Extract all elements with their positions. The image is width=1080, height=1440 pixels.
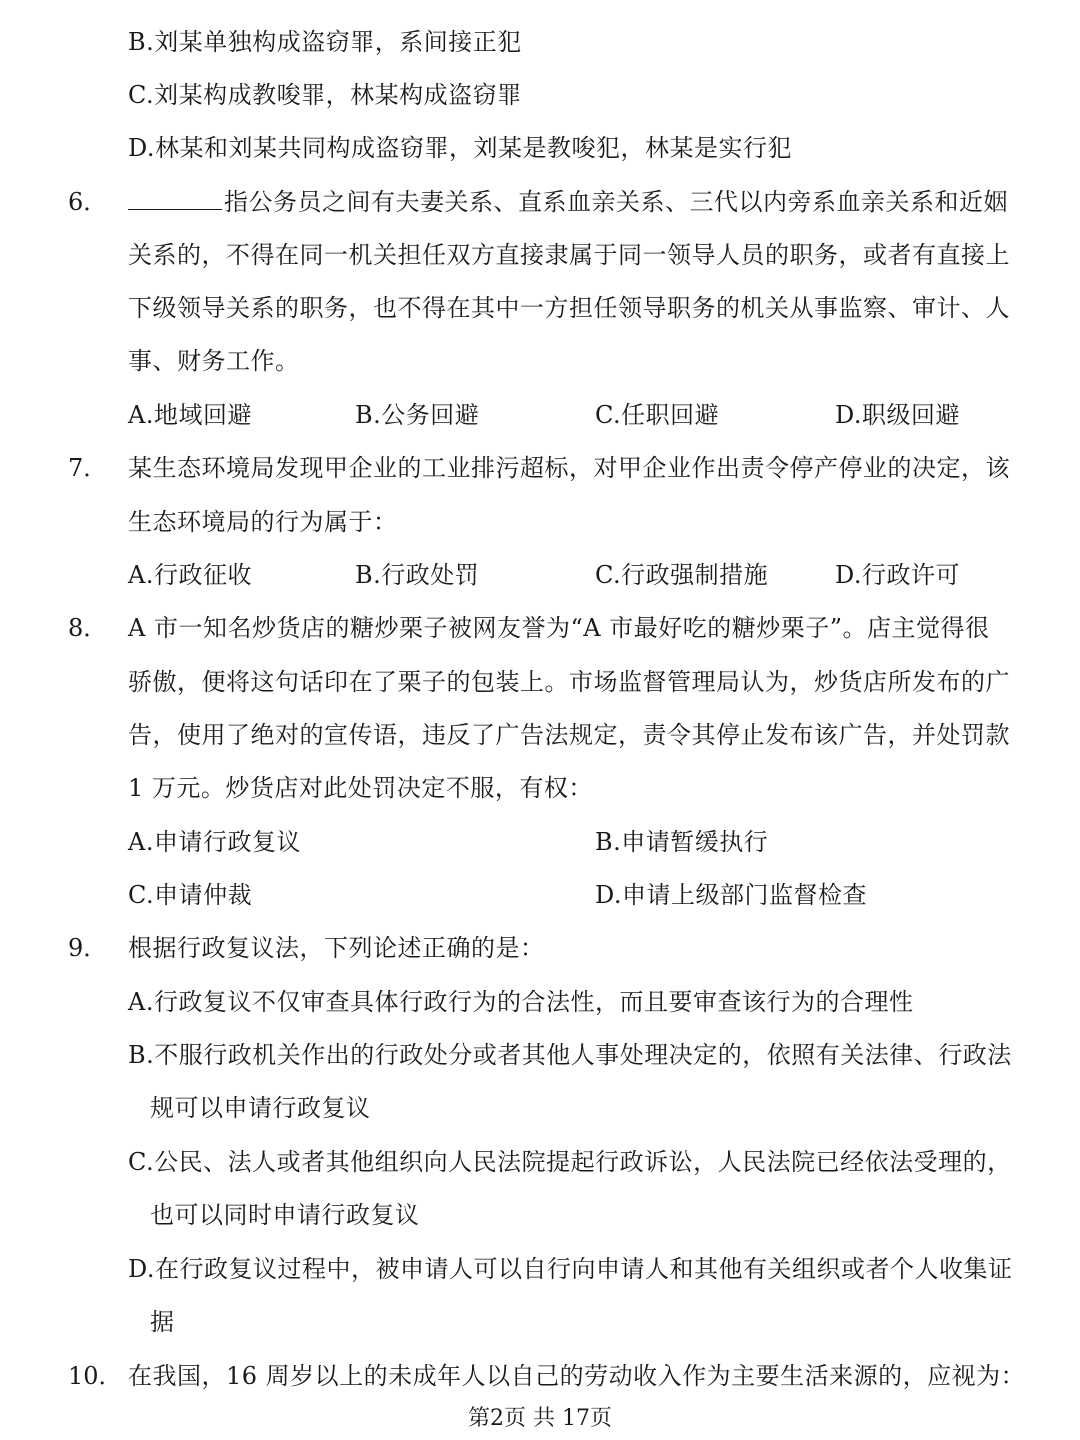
q6-number: 6． <box>68 188 108 216</box>
q6-line-2: 关系的，不得在同一机关担任双方直接隶属于同一领导人员的职务，或者有直接上 <box>128 241 1010 269</box>
q7-line-1: 某生态环境局发现甲企业的工业排污超标，对甲企业作出责令停产停业的决定，该 <box>128 454 1010 482</box>
q6-option-a: A.地域回避 <box>128 401 252 429</box>
q6-line-3: 下级领导关系的职务，也不得在其中一方担任领导职务的机关从事监察、审计、人 <box>128 294 1010 322</box>
q9-stem: 根据行政复议法，下列论述正确的是： <box>128 934 545 962</box>
q5-option-c: C.刘某构成教唆罪，林某构成盗窃罪 <box>128 81 522 109</box>
q8-option-d: D.申请上级部门监督检查 <box>595 881 868 909</box>
q10-number: 10． <box>68 1362 123 1390</box>
q9-option-d-line-2: 据 <box>150 1308 175 1336</box>
q8-number: 8． <box>68 614 108 642</box>
q9-option-d-line-1: D.在行政复议过程中，被申请人可以自行向申请人和其他有关组织或者个人收集证 <box>128 1255 1013 1283</box>
answer-blank <box>128 187 222 210</box>
q9-option-b-line-2: 规可以申请行政复议 <box>150 1094 371 1122</box>
q5-option-d: D.林某和刘某共同构成盗窃罪，刘某是教唆犯，林某是实行犯 <box>128 134 793 162</box>
q7-option-c: C.行政强制措施 <box>595 561 769 589</box>
q5-option-b: B.刘某单独构成盗窃罪，系间接正犯 <box>128 28 522 56</box>
q8-line-1: A 市一知名炒货店的糖炒栗子被网友誉为“A 市最好吃的糖炒栗子”。店主觉得很 <box>128 614 990 642</box>
q7-number: 7． <box>68 454 108 482</box>
q6-option-c: C.任职回避 <box>595 401 720 429</box>
q7-option-b: B.行政处罚 <box>355 561 480 589</box>
q9-option-c-line-1: C.公民、法人或者其他组织向人民法院提起行政诉讼，人民法院已经依法受理的， <box>128 1148 1012 1176</box>
q8-option-b: B.申请暂缓执行 <box>595 828 769 856</box>
q6-line-4: 事、财务工作。 <box>128 347 300 375</box>
q9-option-c-line-2: 也可以同时申请行政复议 <box>150 1201 420 1229</box>
q8-line-2: 骄傲，便将这句话印在了栗子的包装上。市场监督管理局认为，炒货店所发布的广 <box>128 668 1010 696</box>
q9-option-b-line-1: B.不服行政机关作出的行政处分或者其他人事处理决定的，依照有关法律、行政法 <box>128 1041 1012 1069</box>
q7-line-2: 生态环境局的行为属于： <box>128 508 398 536</box>
q9-number: 9． <box>68 934 108 962</box>
q9-option-a: A.行政复议不仅审查具体行政行为的合法性，而且要审查该行为的合理性 <box>128 988 914 1016</box>
q6-option-b: B.公务回避 <box>355 401 480 429</box>
q8-option-a: A.申请行政复议 <box>128 828 301 856</box>
q6-line-1 <box>128 186 1008 218</box>
q10-stem: 在我国，16 周岁以上的未成年人以自己的劳动收入作为主要生活来源的，应视为： <box>128 1362 1026 1390</box>
q7-option-d: D.行政许可 <box>835 561 961 589</box>
q8-line-3: 告，使用了绝对的宣传语，违反了广告法规定，责令其停止发布该广告，并处罚款 <box>128 721 1010 749</box>
q8-line-4: 1 万元。炒货店对此处罚决定不服，有权： <box>128 774 593 802</box>
q8-option-c: C.申请仲裁 <box>128 881 253 909</box>
q6-option-d: D.职级回避 <box>835 401 961 429</box>
q7-option-a: A.行政征收 <box>128 561 252 589</box>
page-footer: 第2页 共 17页 <box>468 1406 612 1431</box>
q6-line-1-text: 指公务员之间有夫妻关系、直系血亲关系、三代以内旁系血亲关系和近姻 <box>224 188 1008 216</box>
